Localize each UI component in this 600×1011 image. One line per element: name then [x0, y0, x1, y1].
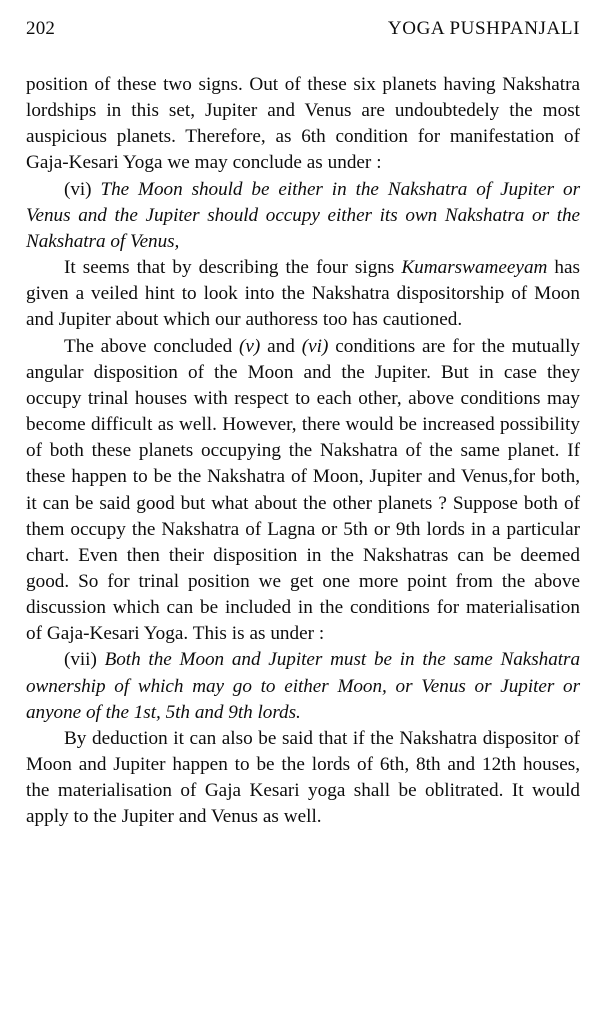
paragraph-trinal-discussion [26, 334, 580, 648]
condition-text-vii: Both the Moon and Jupiter must be in the same Nakshatra ownership of which may go to either Moon, or Venus or Jupiter or anyone of the 1st, 5th and 9th lords. [26, 649, 580, 723]
condition-ref-v: (v) [239, 335, 261, 357]
paragraph-kumarswameeyam-tail: has given a veiled hint to look into the Nakshatra dispositorship of Moon and Jupiter about which our authoress too has cautioned. [26, 257, 580, 331]
condition-text-vi: The Moon should be either in the Nakshatra of Jupiter or Venus and the Jupiter should occupy either its own Nakshatra or the Nakshatra of Venus, [26, 178, 580, 252]
condition-marker-vi: (vi) [64, 178, 92, 200]
paragraph-kumarswameeyam [26, 255, 580, 333]
condition-ref-vi: (vi) [301, 335, 329, 357]
trinal-seg-1: The above concluded [64, 335, 240, 357]
numbered-condition-vi [26, 177, 580, 255]
paragraph-deduction [26, 726, 580, 831]
page-number: 202 [26, 18, 56, 39]
condition-marker-vii: (vii) [64, 649, 97, 671]
running-head [26, 18, 580, 48]
book-title: YOGA PUSHPANJALI [387, 18, 580, 39]
paragraph-deduction-text: By deduction it can also be said that if the Nakshatra dispositor of Moon and Jupiter happen to be the lords of 6th, 8th and 12th houses, the materialisation of Gaja Kesari yoga shall be oblitrated. It would apply to the Jupiter and Venus as well. [26, 727, 580, 828]
paragraph-continuation [26, 72, 580, 177]
body-text-column [26, 72, 580, 831]
trinal-seg-3: conditions are for the mutually angular disposition of the Moon and the Jupiter. But in case they occupy trinal houses with respect to each other, above conditions may become difficult as well. However, there would be increased possibility of both these planets occupying the Nakshatra of the same planet. If these happen to be the Nakshatra of Moon, Jupiter and Venus,for both, it can be said good but what about the other planets ? Suppose both of them occupy the Nakshatra of Lagna or 5th or 9th lords in a particular chart. Even then their disposition in the Nakshatras can be deemed good. So for trinal position we get one more point from the above discussion which can be included in the conditions for materialisation of Gaja-Kesari Yoga. This is as under : [26, 335, 580, 645]
paragraph-continuation-text: position of these two signs. Out of these six planets having Nakshatra lordships in this set, Jupiter and Venus are undoubtedely the most auspicious planets. Therefore, as 6th condition for manifestation of Gaja-Kesari Yoga we may conclude as under : [26, 74, 580, 174]
numbered-condition-vii [26, 647, 580, 725]
work-title-kumarswameeyam: Kumarswameeyam [401, 257, 548, 279]
paragraph-kumarswameeyam-lead: It seems that by describing the four signs [64, 257, 402, 279]
trinal-seg-2: and [260, 335, 302, 357]
